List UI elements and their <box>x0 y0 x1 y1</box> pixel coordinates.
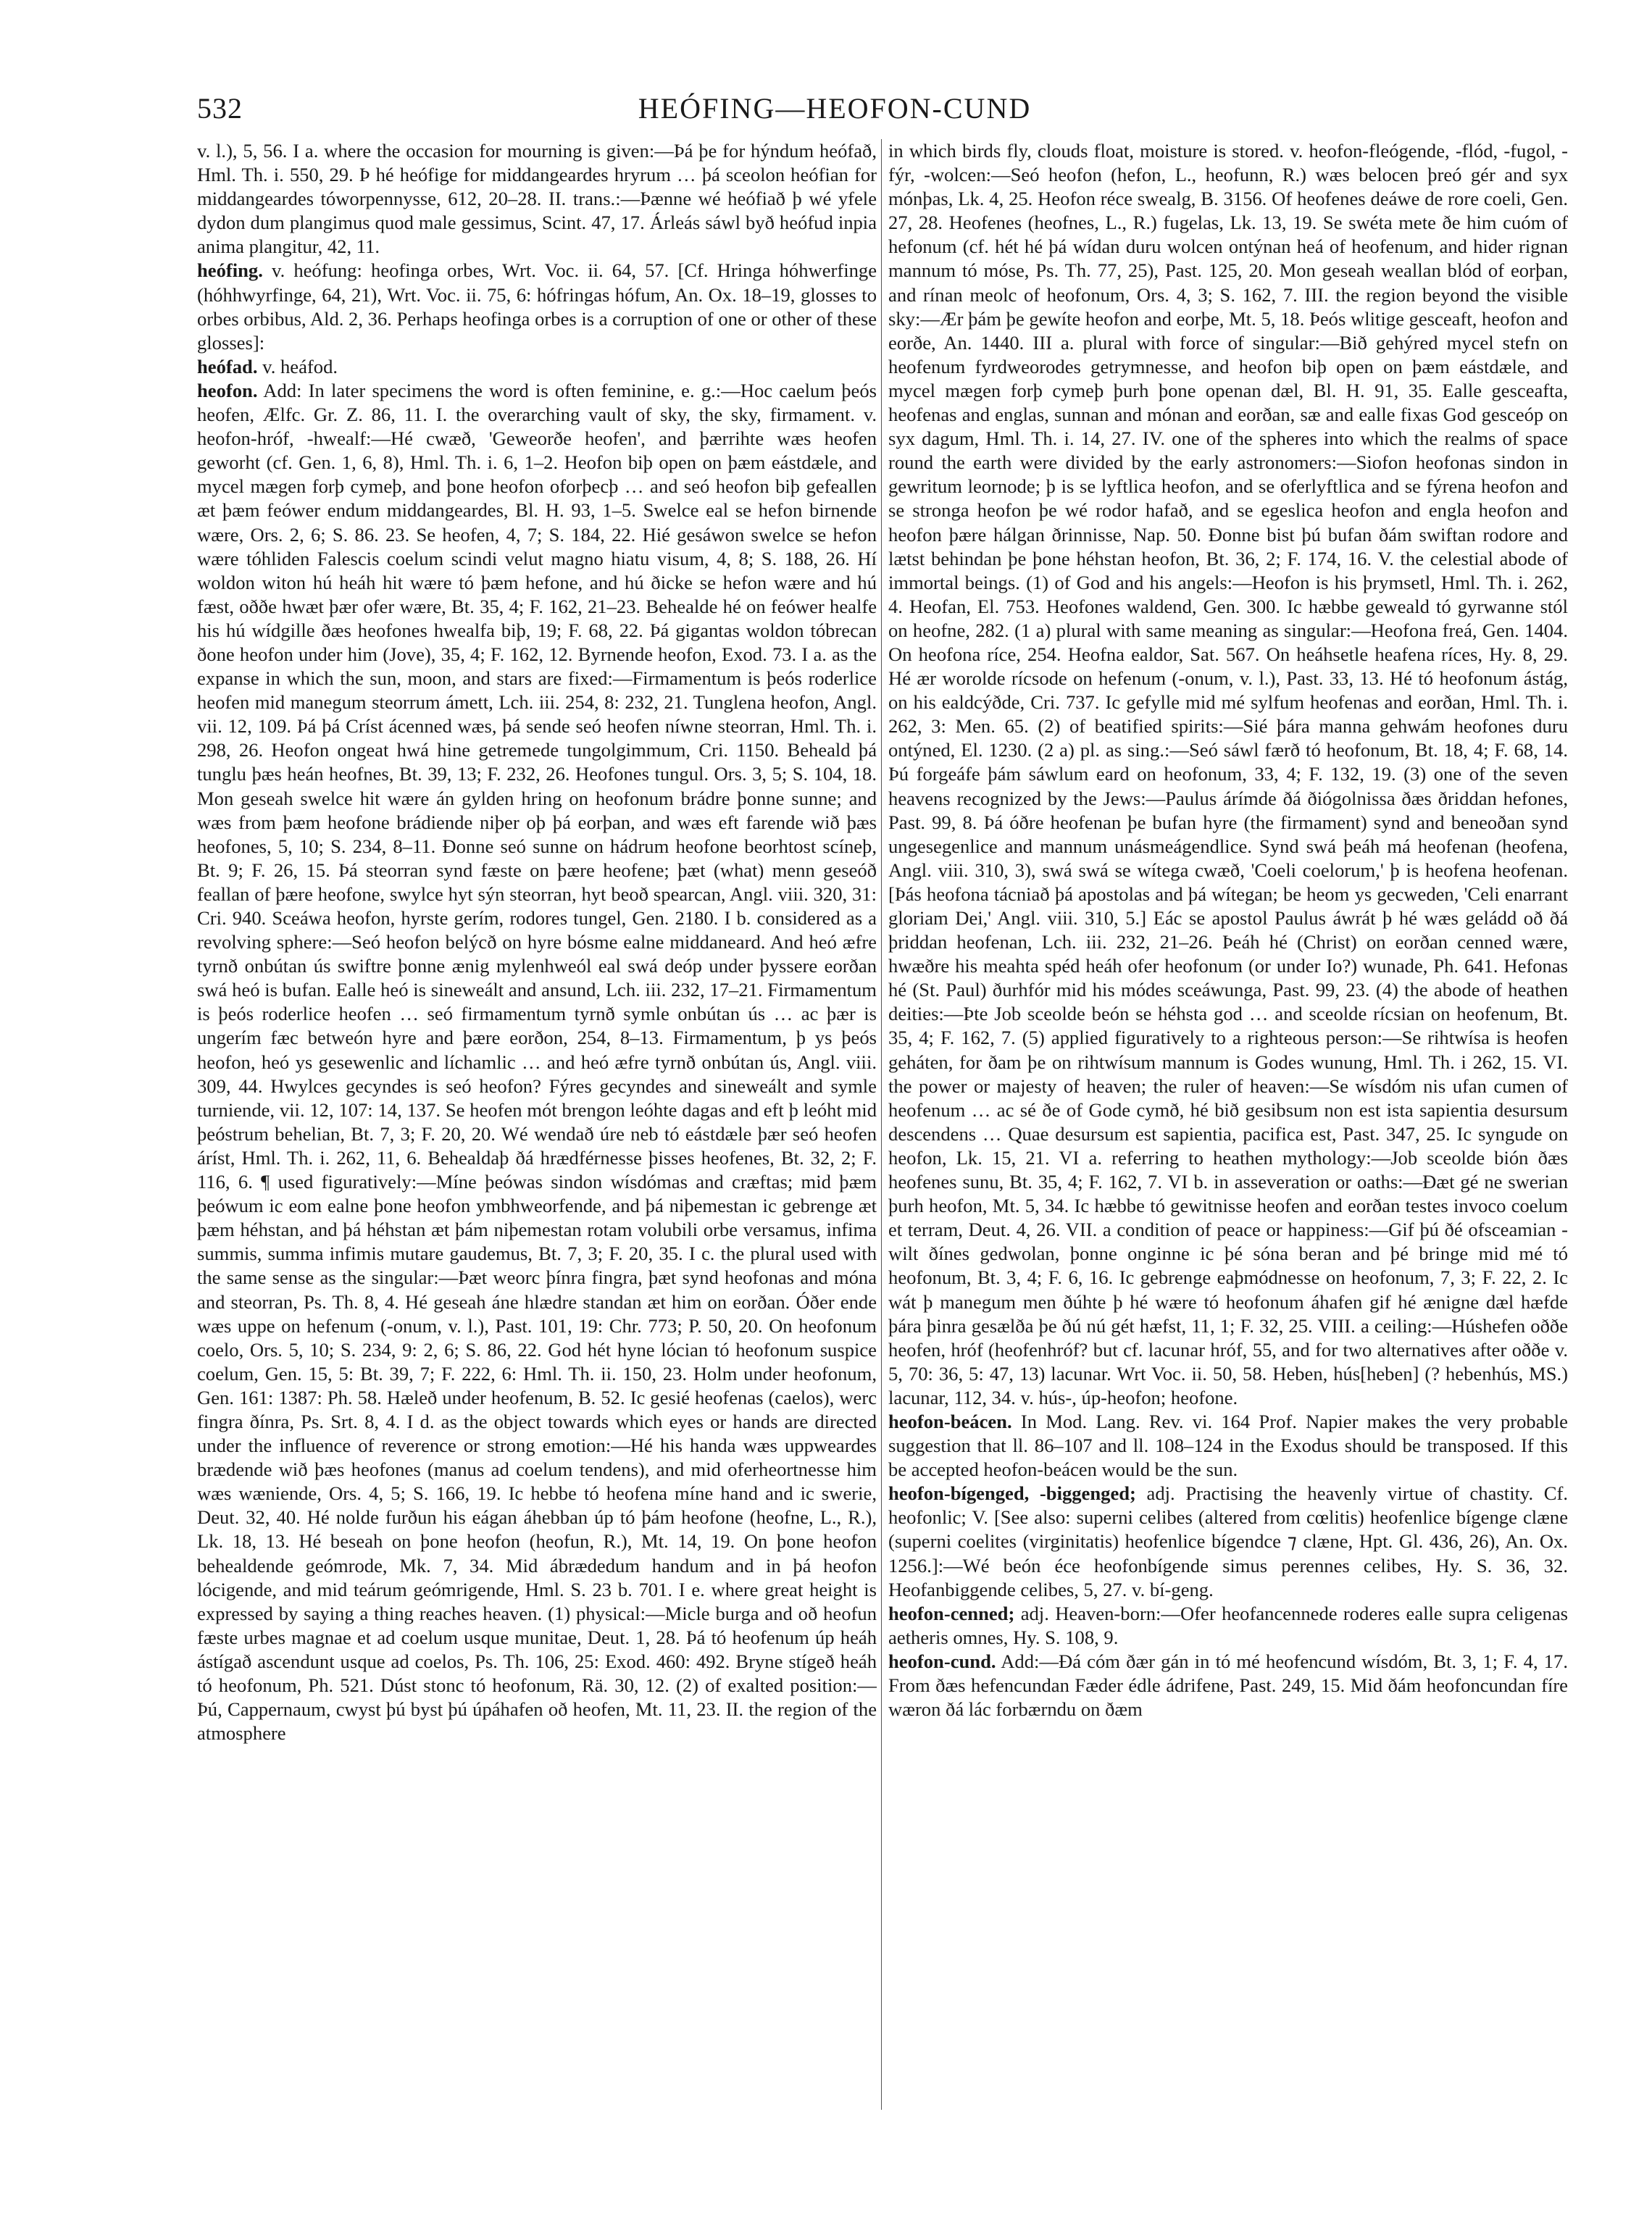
headword: heófad. <box>197 355 258 377</box>
continued-entry: in which birds fly, clouds float, moisture is stored. v. heofon-fleógende, -flód, -fugol, -fýr, -wolcen:—Seó heofon (hefon, L., heofunn, R.) wæs belocen þreó gér and syx mónþas, Lk. 4, 25. Heofon réce swealg, B. 3156. Of heofenes deáwe de rore coeli, Gen. 27, 28. Heofenes (heofnes, L., R.) fugelas, Lk. 13, 19. Se swéta mete ðe him cuóm of hefonum (cf. hét hé þá wídan duru wolcen ontýnan heá of heofenum, and hider rignan mannum tó móse, Ps. Th. 77, 25), Past. 125, 20. Mon geseah weallan blód of eorþan, and rínan meolc of heofonum, Ors. 4, 3; S. 162, 7. III. the region beyond the visible sky:—Ær þám þe gewíte heofon and eorþe, Mt. 5, 18. Þeós wlitige gesceaft, heofon and eorðe, An. 1440. III a. plural with force of singular:—Bið gehýred mycel stefn on heofenum fyrdweorodes getrymnesse, and heofon biþ open on þæm eástdæle, and mycel mægen forþ cymeþ þurh þone openan dæl, Bl. H. 91, 35. Ealle gesceafta, heofenas and englas, sunnan and mónan and eorðan, sæ and ealle fixas God gesceóp on syx dagum, Hml. Th. i. 14, 27. IV. one of the spheres into which the realms of space round the earth were divided by the early astronomers:—Siofon heofonas sindon in gewritum leornode; þ is se lyftlica heofon, and se oferlyftlica and se fýrena heofon and se stronga heofon þe wé rodor hafað, and se egeslica heofon and engla heofon and heofon þære hálgan ðrinnisse, Nap. 50. Ðonne bist þú bufan ðám swiftan rodore and lætst behindan þe þone héhstan heofon, Bt. 36, 2; F. 174, 16. V. the celestial abode of immortal beings. (1) of God and his angels:—Heofon is his þrymsetl, Hml. Th. i. 262, 4. Heofan, El. 753. Heofones waldend, Gen. 300. Ic hæbbe geweald tó gyrwanne stól on heofne, 282. (1 a) plural with same meaning as singular:—Heofona freá, Gen. 1404. On heofona ríce, 254. Heofna ealdor, Sat. 567. On heáhsetle heafena ríces, Hy. 8, 29. Hé ær worolde rícsode on hefenum (-onum, v. l.), Past. 33, 13. Hé tó heofonum ástág, on his ealdcýðde, Cri. 737. Ic gefylle mid mé sylfum heofenas and eorðan, Hml. Th. i. 262, 3: Men. 65. (2) of beatified spirits:—Sié þára manna gehwám heofones duru ontýned, El. 1230. (2 a) pl. as sing.:—Seó sáwl færð tó heofonum, Bt. 18, 4; F. 68, 14. Þú forgeáfe þám sáwlum eard on heofonum, 33, 4; F. 132, 19. (3) one of the seven heavens recognized by the Jews:—Paulus árímde ðá ðiógolnissa ðæs ðriddan hefones, Past. 99, 8. Þá óðre heofenan þe bufan hyre (the firmament) synd and beneoðan synd ungesegenlice and mannum unásmeágendlice. Synd swá þeáh má heofenan (heofena, Angl. viii. 310, 3), swá swá se wítega cwæð, 'Coeli coelorum,' þ is heofena heofenan. [Þás heofona tácniað þá apostolas and þá wítegan; be heom ys gecweden, 'Celi enarrant gloriam Dei,' Angl. viii. 310, 5.] Eác se apostol Paulus áwrát þ hé wæs geládd oð ðá þriddan heofenan, Lch. iii. 232, 21–26. Þeáh hé (Christ) on eorðan cenned wære, hwæðre his meahta spéd heáh ofer heofonum (or under Io?) wunade, Ph. 641. Hefonas hé (St. Paul) ðurhfór mid his módes sceáwunga, Past. 99, 23. (4) the abode of heathen deities:—Þte Job sceolde beón se héhsta god … and sceolde rícsian on heofenum, Bt. 35, 4; F. 162, 7. (5) applied figuratively to a righteous person:—Se rihtwísa is heofen geháten, for ðam þe on rihtwísum mannum is Godes wunung, Hml. Th. i 262, 15. VI. the power or majesty of heaven; the ruler of heaven:—Se wísdóm nis ufan cumen of heofenum … ac sé ðe of Gode cymð, hé bið gesibsum non est ista sapientia desursum descendens … Quae desursum est sapientia, pacifica est, Past. 347, 25. Ic syngude on heofon, Lk. 15, 21. VI a. referring to heathen mythology:—Job sceolde bión ðæs heofenes sunu, Bt. 35, 4; F. 162, 7. VI b. in asseveration or oaths:—Ðæt gé ne swerian þurh heofon, Mt. 5, 34. Ic hæbbe tó gewitnisse heofen and eorðan testes invoco coelum et terram, Deut. 4, 26. VII. a condition of peace or happiness:—Gif þú ðé ofsceamian -wilt ðínes gedwolan, þonne onginne ic þé sóna beran and þé bringe mid mé tó heofonum, Bt. 3, 4; F. 6, 16. Ic gebrenge eaþmódnesse on heofonum, 7, 3; F. 22, 2. Ic wát þ manegum men ðúhte þ hé wære tó heofonum áhafen gif hé ænigne dæl hæfde þára þinra gesælða þe ðú nú gét hæfst, 11, 1; F. 32, 25. VIII. a ceiling:—Húshefen oððe heofen, hróf (heofenhróf? but cf. lacunar hróf, 55, and for two alternatives after oððe v. 5, 70: 36, 5: 47, 13) lacunar. Wrt Voc. ii. 50, 58. Heben, hús[heben] (? hebenhús, MS.) lacunar, 112, 34. v. hús-, úp-heofon; heofone. <box>888 140 1568 1408</box>
continued-entry: v. l.), 5, 56. I a. where the occasion for mourning is given:—Þá þe for hýndum heófað, Hml. Th. i. 550, 29. Þ hé heófige for middangeardes hryrum … þá sceolon heófian for middangeardes tóworpennysse, 612, 20–28. II. trans.:—Þænne wé heófiað þ wé yfele dydon dum plangimus quod male gessimus, Scint. 47, 17. Árleás sáwl byð heófud inpia anima plangitur, 42, 11. <box>197 140 877 258</box>
entry-body: adj. Heaven-born:—Ofer heofancennede roderes ealle supra celigenas aetheris omnes, Hy. S. 108, 9. <box>888 1602 1568 1648</box>
left-column <box>197 139 877 2182</box>
entry-heofon-cenned <box>888 1602 1568 1650</box>
entry-heofon-bigenged <box>888 1482 1568 1601</box>
entry-body: Add:—Ðá cóm ðær gán in tó mé heofencund wísdóm, Bt. 3, 1; F. 4, 17. From ðæs hefencundan Fæder édle ádrifene, Past. 249, 15. Mid ðám heofoncundan fíre wæron ðá lác forbærndu on ðæm <box>888 1650 1568 1721</box>
entry-heofon-beacen <box>888 1410 1568 1482</box>
entry-heofon-cund <box>888 1650 1568 1721</box>
entry-heofad <box>197 355 877 379</box>
right-column <box>888 139 1568 2182</box>
running-head <box>197 91 1472 135</box>
page-number: 532 <box>197 92 243 125</box>
entry-body: v. heáfod. <box>262 355 338 377</box>
headword: heofon-cund. <box>888 1650 996 1672</box>
headword: heofon. <box>197 379 258 401</box>
entry-body: adj. Practising the heavenly virtue of chastity. Cf. heofonlic; V. [See also: superni celibes (altered from cœlitis) heofenlice bígenge clæne (superni coelites (virginitatis) heofenlice bígendce ⁊ clæne, Hpt. Gl. 436, 26), An. Ox. 1256.]:—Wé beón éce heofonbígende simus perennes celibes, Hy. S. 36, 32. Heofanbiggende celibes, 5, 27. v. bí-geng. <box>888 1482 1568 1600</box>
entry-body: v. heófung: heofinga orbes, Wrt. Voc. ii. 64, 57. [Cf. Hringa hóhwerfinge (hóhhwyrfinge, 64, 21), Wrt. Voc. ii. 75, 6: hófringas hófum, An. Ox. 18–19, glosses to orbes orbibus, Ald. 2, 36. Perhaps heofinga orbes is a corruption of one or other of these glosses]: <box>197 259 877 354</box>
headword-range: HEÓFING—HEOFON-CUND <box>638 92 1032 125</box>
headword: heofon-cenned; <box>888 1602 1015 1624</box>
entry-body: In Mod. Lang. Rev. vi. 164 Prof. Napier makes the very probable suggestion that ll. 86–107 and ll. 108–124 in the Exodus should be transposed. If this be accepted heofon-beácen would be the sun. <box>888 1410 1568 1481</box>
headword: heofon-beácen. <box>888 1410 1012 1432</box>
headword: heófing. <box>197 259 263 282</box>
headword: heofon-bígenged, -biggenged; <box>888 1482 1136 1505</box>
entry-heofon <box>197 379 877 1745</box>
column-divider <box>881 139 882 2110</box>
entry-heofing <box>197 259 877 354</box>
entry-body: Add: In later specimens the word is often feminine, e. g.:—Hoc caelum þeós heofen, Ælfc. Gr. Z. 86, 11. I. the overarching vault of sky, the sky, firmament. v. heofon-hróf, -hwealf:—Hé cwæð, 'Geweorðe heofen', and þærrihte wæs heofen geworht (cf. Gen. 1, 6, 8), Hml. Th. i. 6, 1–2. Heofon biþ open on þæm eástdæle, and mycel mægen forþ cymeþ, and þone heofon oforþecþ … and seó heofon biþ gefeallen æt þæm feówer endum middangeardes, Bl. H. 93, 1–5. Swelce eal se hefon birnende wære, Ors. 2, 6; S. 86. 23. Se heofen, 4, 7; S. 184, 22. Hié gesáwon swelce se hefon wære tóhliden Falescis coelum scindi velut magno hiatu visum, 4, 8; S. 188, 26. Hí woldon witon hú heáh hit wære tó þæm hefone, and hú ðicke se hefon wære and hú fæst, oððe hwæt þær ofer wære, Bt. 35, 4; F. 162, 21–23. Behealde hé on feówer healfe his hú wídgille ðæs heofones hwealfa biþ, 19; F. 68, 22. Þá gigantas woldon tóbrecan ðone heofon under him (Jove), 35, 4; F. 162, 12. Byrnende heofon, Exod. 73. I a. as the expanse in which the sun, moon, and stars are fixed:—Firmamentum is þeós roderlice heofen mid manegum steorrum ámett, Lch. iii. 254, 8: 232, 21. Tunglena heofon, Angl. vii. 12, 109. Þá þá Críst ácenned wæs, þá sende seó heofen níwne steorran, Hml. Th. i. 298, 26. Heofon ongeat hwá hine getremede tungolgimmum, Cri. 1150. Beheald þá tunglu þæs heán heofnes, Bt. 39, 13; F. 232, 26. Heofones tungul. Ors. 3, 5; S. 104, 18. Mon geseah swelce hit wære án gylden hring on heofonum brádre þonne sunne; and wæs from þæm heofone brádiende niþer oþ þá eorþan, and wæs eft farende wið þæs heofones, 5, 10; S. 234, 8–11. Ðonne seó sunne on hádrum heofone beorhtost scíneþ, Bt. 9; F. 26, 15. Þá steorran synd fæste on þære heofene; þæt (what) menn geseóð feallan of þære heofone, swylce hyt sýn steorran, hyt beoð spearcan, Angl. viii. 320, 31: Cri. 940. Sceáwa heofon, hyrste gerím, rodores tungel, Gen. 2180. I b. considered as a revolving sphere:—Seó heofon belýcð on hyre bósme ealne middaneard. And heó æfre tyrnð onbútan ús swiftre þonne ænig mylenhweól eal swá deóp under þyssere eorðan swá heó is bufan. Ealle heó is sineweált and ansund, Lch. iii. 232, 17–21. Firmamentum is þeós roderlice heofen … seó firmamentum tyrnð symle onbútan ús … ac þær is ungerím fæc betweón hyre and þære eorðon, 254, 8–13. Firmamentum, þ ys þeós heofon, heó ys gesewenlic and líchamlic … and heó æfre tyrnð onbútan ús, Angl. viii. 309, 44. Hwylces gecyndes is seó heofon? Fýres gecyndes and sineweált and symle turniende, vii. 12, 107: 14, 137. Se heofen mót brengon leóhte dagas and eft þ leóht mid þeóstrum behelian, Bt. 7, 3; F. 20, 20. Wé wendað úre neb tó eástdæle þær seó heofen áríst, Hml. Th. i. 262, 11, 6. Behealdaþ ðá hrædférnesse þisses heofenes, Bt. 32, 2; F. 116, 6. ¶ used figuratively:—Míne þeówas sindon wísdómas and cræftas; mid þæm þeówum ic eom ealne þone heofon ymbhweorfende, and þá niþemestan ic gebrenge æt þæm héhstan, and þá héhstan æt þám niþemestan rotam volubili orbe versamus, infima summis, summa infimis mutare gaudemus, Bt. 7, 3; F. 20, 35. I c. the plural used with the same sense as the singular:—Þæt weorc þínra fingra, þæt synd heofonas and móna and steorran, Ps. Th. 8, 4. Hé geseah áne hlædre standan æt him on eorðan. Óðer ende wæs uppe on hefenum (-onum, v. l.), Past. 101, 19: Chr. 773; P. 50, 20. On heofonum coelo, Ors. 5, 10; S. 234, 9: 2, 6; S. 86, 22. God hét hyne lócian tó heofonum suspice coelum, Gen. 15, 5: Bt. 39, 7; F. 222, 6: Hml. Th. ii. 150, 23. Holm under heofonum, Gen. 161: 1387: Ph. 58. Hæleð under heofenum, B. 52. Ic gesié heofenas (caelos), werc fingra ðínra, Ps. Srt. 8, 4. I d. as the object towards which eyes or hands are directed under the influence of reverence or strong emotion:—Hé his handa wæs uppweardes brædende wið þæs heofones (manus ad coelum tendens), and mid oferheortnesse him wæs wæniende, Ors. 4, 5; S. 166, 19. Ic hebbe tó heofena míne hand and ic swerie, Deut. 32, 40. Hé nolde furðun his eágan áhebban úp tó þám heofone (heofne, L., R.), Lk. 18, 13. Hé beseah on þone heofon (heofun, R.), Mt. 14, 19. On þone heofon behealdende geómrode, Mk. 7, 34. Mid ábrædedum handum and in þá heofon lócigende, and mid teárum geómrigende, Hml. S. 23 b. 701. I e. where great height is expressed by saying a thing reaches heaven. (1) physical:—Micle burga and oð heofun fæste urbes magnae et ad coelum usque munitae, Deut. 1, 28. Þá tó heofenum úp heáh ástígað ascendunt usque ad coelos, Ps. Th. 106, 25: Exod. 460: 492. Bryne stígeð heáh tó heofonum, Ph. 521. Dúst stonc tó heofonum, Rä. 30, 12. (2) of exalted position:—Þú, Cappernaum, cwyst þú byst þú úpáhafen oð heofen, Mt. 11, 23. II. the region of the atmosphere <box>197 379 877 1745</box>
